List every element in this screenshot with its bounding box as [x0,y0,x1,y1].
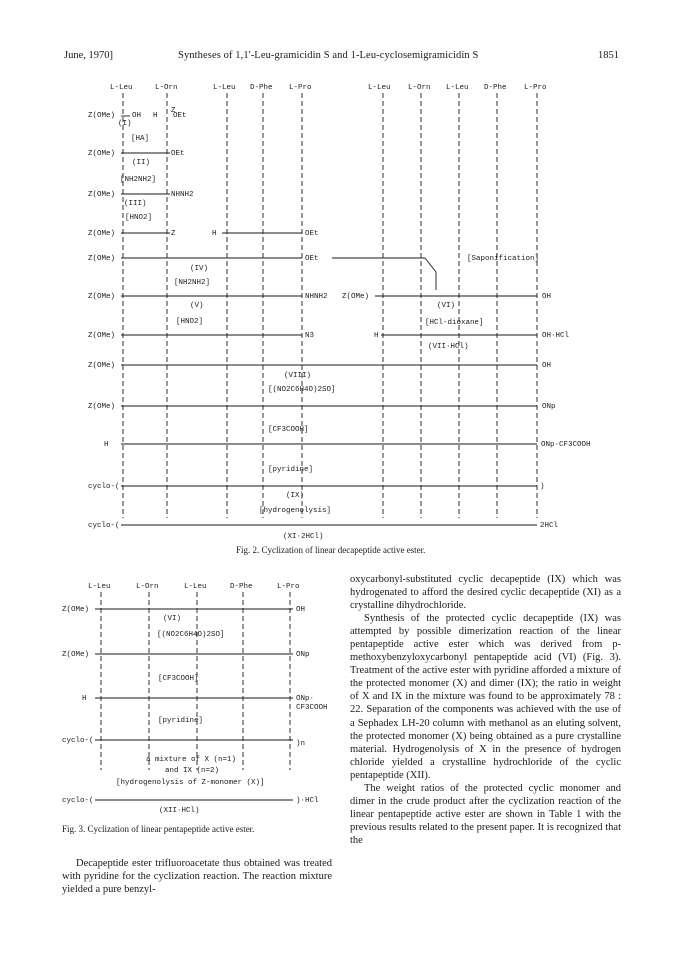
paragraph-right-2: Synthesis of the protected cyclic decapeptide (IX) was attempted by possible dimerization reaction of the linear pentapeptide active ester which was derived from p-methoxybenzyloxycarbonyl pentapeptide acid (VI) (Fig. 3). Treatment of the active ester with pyridine afforded a mixture of the protected monomer (X) and dimer (IX); the ratio in weight of X and IX in the mixture was found to be approximately 78 : 22. Separation of the components was achieved with the use of a Sephadex LH-20 column with methanol as an eluting solvent, the protected monomer (X) being obtained as a pure crystalline material. Hydrogenolysis of X in the presence of hydrogen chloride yielded a crystalline hydrochloride of the cyclic pentapeptide (XII). [350,613,621,781]
fig2-compound-IX: (IX) [286,492,305,500]
fig3-row-label-1: Z(OMe) [62,606,90,614]
fig2-row-label-5: Z(OMe) [88,255,116,263]
fig2-reagent-tfa: [CF3COOH] [268,426,309,434]
fig2-misc-oh: OH [132,112,142,120]
fig2-row-label-12: cyclo-( [88,522,120,530]
fig3-compound-VI: (VI) [163,615,182,623]
fig2-reagent-hno2-1: [HNO2] [125,214,153,222]
left-column-text [62,857,332,896]
fig2-row-label-7: Z(OMe) [88,332,116,340]
fig2-reagent-hydrazine-2: [NH2NH2] [174,279,211,287]
fig2-oet-2: OEt [171,150,185,158]
fig2-residue-left-5: L-Pro [289,84,312,92]
fig2-residue-right-2: L-Orn [408,84,431,92]
fig2-oh-right-1: OH [542,293,552,301]
fig2-reagent-HA: [HA] [131,135,150,143]
fig3-reagent-hydrogenolysis: [hydrogenolysis of Z-monomer (X)] [116,779,265,787]
fig2-residue-left-4: D-Phe [250,84,273,92]
fig2-row-label-2: Z(OMe) [88,150,116,158]
running-header-date: June, 1970] [64,50,113,61]
page-number: 1851 [598,50,619,61]
fig2-compound-I: (I) [118,120,132,128]
fig2-reagent-pyridine: [pyridine] [268,466,314,474]
fig3-oh: OH [296,606,306,614]
fig2-oet-3: OEt [305,230,319,238]
fig2-compound-II: (II) [132,159,151,167]
fig2-nhnh2-2: NHNH2 [305,293,328,301]
fig2-compound-VI: (VI) [437,302,456,310]
fig3-residue-5: L-Pro [277,583,300,591]
fig2-row-label-1: Z(OMe) [88,112,116,120]
fig2-row-label-11: cyclo-( [88,483,120,491]
fig2-reagent-sulfite: [(NO2C6H4O)2SO] [268,386,336,394]
fig2-residue-right-3: L-Leu [446,84,469,92]
fig3-reagent-sulfite: [(NO2C6H4O)2SO] [157,631,225,639]
fig2-residue-right-5: L-Pro [524,84,547,92]
fig2-row-label-6: Z(OMe) [88,293,116,301]
fig3-mixture-1: a mixture of X (n=1) [146,756,237,764]
paragraph-right-3: The weight ratios of the protected cyclic monomer and dimer in the crude product after the cyclization reaction of the linear pentapeptide active ester are shown in Table 1 with the previous results related to the present paper. It is recognized that the [350,782,621,846]
fig3-caption: Fig. 3. Cyclization of linear pentapeptide active ester. [62,824,255,834]
fig2-compound-VII: (VII·HCl) [428,343,469,351]
fig3-onp-salt: ONp· [296,695,315,703]
fig2-n3: N3 [305,332,315,340]
fig3-reagent-tfa: [CF3COOH] [158,675,199,683]
fig2-misc-h: H [153,112,158,120]
fig2-z-n3: Z [171,230,176,238]
fig3-row-label-5: cyclo-( [62,797,94,805]
fig2-row-label-10: H [104,441,109,449]
fig3-onp: ONp [296,651,310,659]
fig2-onp-tfa: ONp·CF3COOH [541,441,591,449]
fig2-right-row-label-2: H [374,332,379,340]
fig3-residue-2: L-Orn [136,583,159,591]
fig3-paren-n: )n [296,740,306,748]
fig2-residue-right-4: D-Phe [484,84,507,92]
fig2-reagent-hcl-dioxane: [HCl-dioxane] [425,319,484,327]
fig2-reagent-hydrogenolysis: [hydrogenolysis] [259,507,332,515]
fig2-residue-left-3: L-Leu [213,84,236,92]
fig3-mixture-2: and IX (n=2) [165,767,220,775]
paragraph-right-1: oxycarbonyl-substituted cyclic decapeptide (IX) which was hydrogenated to afford the desired cyclic decapeptide (XI) as a crystalline dihydrochloride. [350,574,621,612]
fig2-row-label-3: Z(OMe) [88,191,116,199]
fig3-reagent-pyridine: [pyridine] [158,717,204,725]
fig2-right-row-label-1: Z(OMe) [342,293,370,301]
fig2-2hcl: 2HCl [540,522,559,530]
fig2-residue-left-1: L-Leu [110,84,133,92]
fig2-row-label-4: Z(OMe) [88,230,116,238]
fig2-oh-right-2: OH [542,362,552,370]
fig3-residue-4: D-Phe [230,583,253,591]
fig2-reagent-hno2-2: [HNO2] [176,318,204,326]
fig3-row-label-2: Z(OMe) [62,651,90,659]
fig2-compound-IV: (IV) [190,265,209,273]
fig3-compound-XII: (XII·HCl) [159,807,200,815]
fig2-misc-oet: OEt [173,112,187,120]
fig2-compound-VIII: (VIII) [284,372,312,380]
fig2-onp: ONp [542,403,556,411]
fig2-residue-left-2: L-Orn [155,84,178,92]
paragraph-left-1: Decapeptide ester trifluoroacetate thus obtained was treated with pyridine for the cyclization reaction. The reaction mixture yielded a pure benzyl- [62,858,332,896]
fig2-z-1: Z [171,107,176,115]
fig2-caption: Fig. 2. Cyclization of linear decapeptide active ester. [236,545,426,555]
fig2-row-label-9: Z(OMe) [88,403,116,411]
fig2-compound-XI: (XI·2HCl) [283,533,324,541]
fig2-oet-4: OEt [305,255,319,263]
fig2-row-label-8: Z(OMe) [88,362,116,370]
fig2-compound-III: (III) [124,200,147,208]
fig3-residue-3: L-Leu [184,583,207,591]
fig2-compound-V: (V) [190,302,204,310]
fig2-residue-right-1: L-Leu [368,84,391,92]
fig2-oh-hcl: OH·HCl [542,332,570,340]
fig2-nhnh2-1: NHNH2 [171,191,194,199]
fig2-close-paren: ) [540,483,545,491]
fig3-tfa-salt: CF3COOH [296,704,328,712]
fig2-reagent-hydrazine: [NH2NH2] [120,176,157,184]
fig2-h-2: H [212,230,217,238]
fig3-residue-1: L-Leu [88,583,111,591]
fig3-row-label-4: cyclo-( [62,737,94,745]
running-header-title: Syntheses of 1,1'-Leu-gramicidin S and 1-Leu-cyclosemigramicidin S [178,50,479,61]
fig3-row-label-3: H [82,695,87,703]
right-column-text [350,573,621,847]
fig3-hcl: )·HCl [296,797,319,805]
fig2-reagent-saponification: [Saponification] [467,255,540,263]
